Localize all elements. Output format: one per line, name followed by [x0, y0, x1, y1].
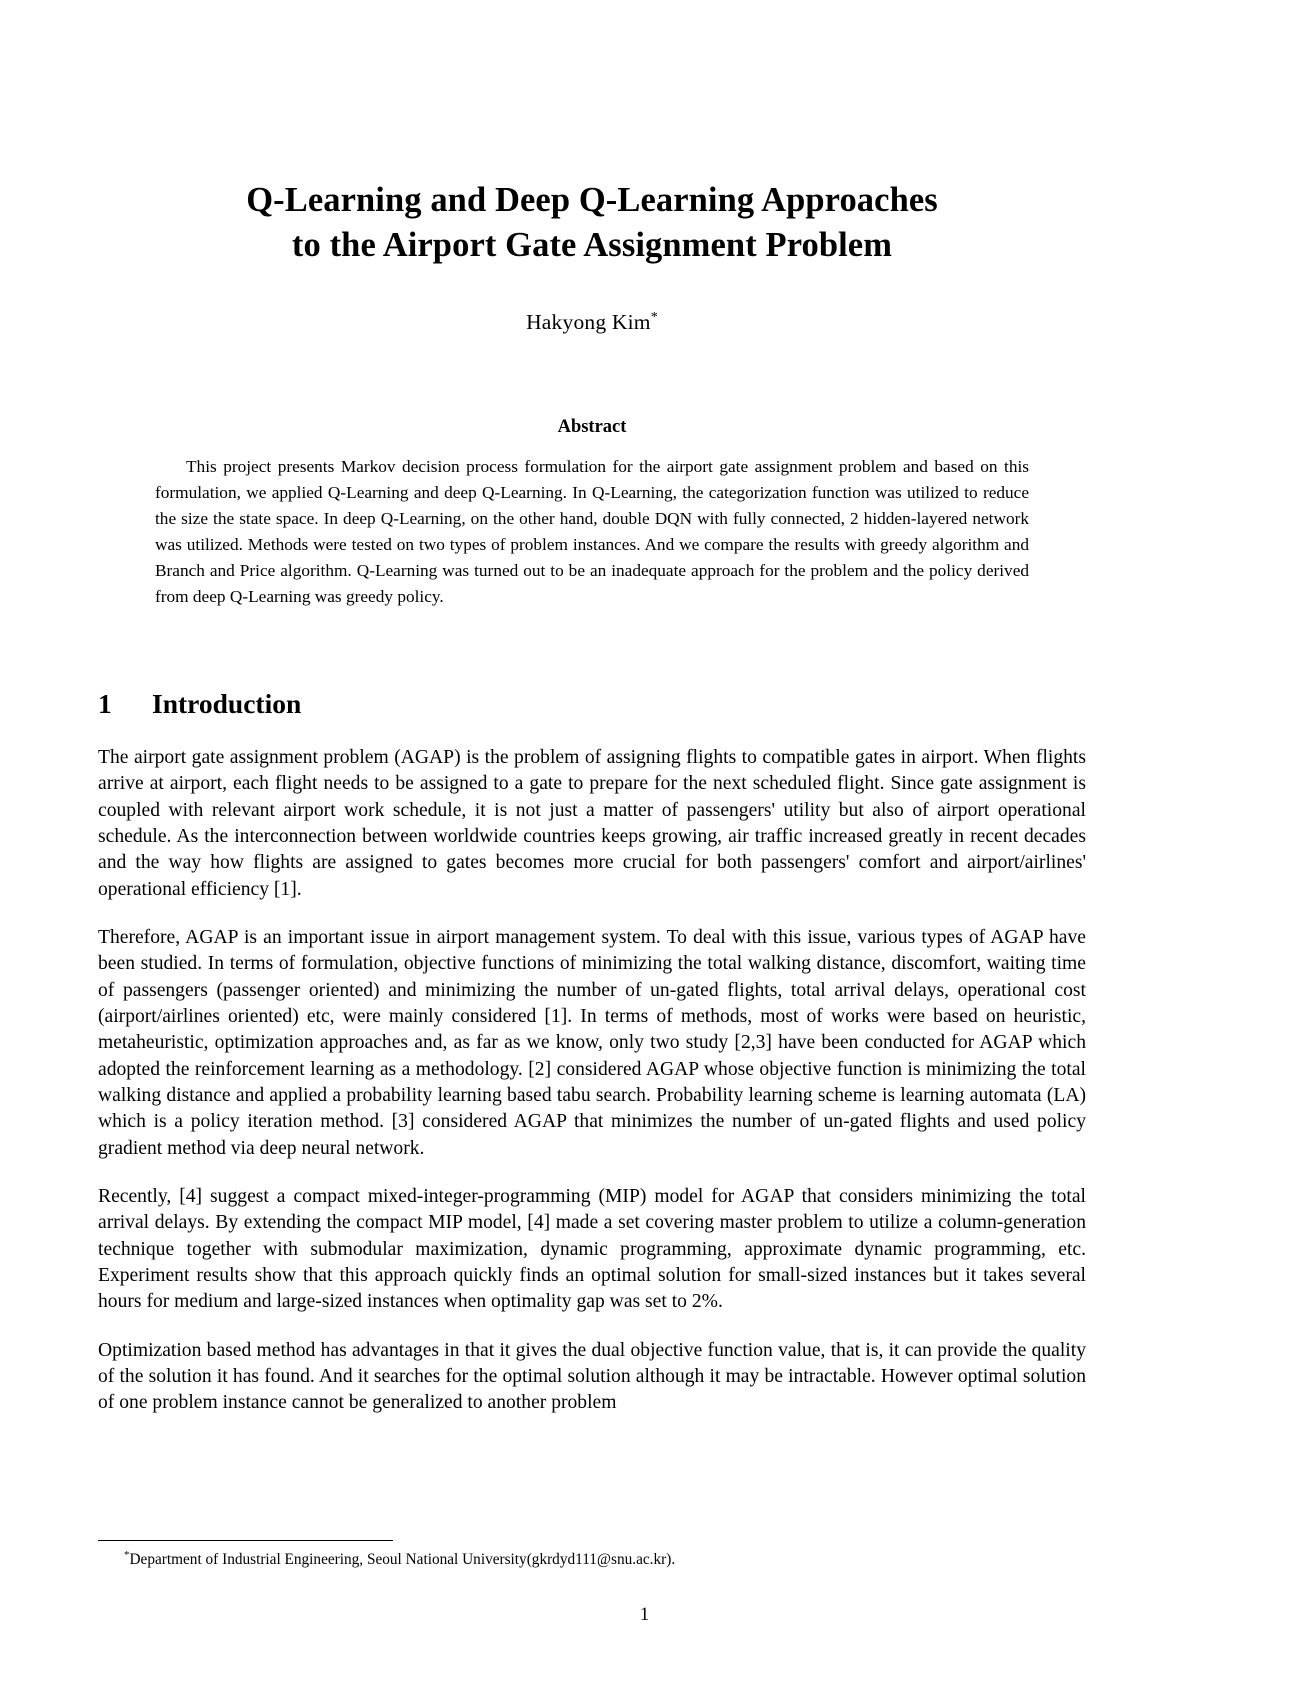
paragraph: Therefore, AGAP is an important issue in airport management system. To deal with this issue, various types of AGAP have been studied. In terms of formulation, objective functions of minimizing the total walking distance, discomfort, waiting time of passengers (passenger oriented) and minimizing the number of un-gated flights, total arrival delays, operational cost (airport/airlines oriented) etc, were mainly considered [1]. In terms of methods, most of works were based on heuristic, metaheuristic, optimization approaches and, as far as we know, only two study [2,3] have been conducted for AGAP which adopted the reinforcement learning as a methodology. [2] considered AGAP whose objective function is minimizing the total walking distance and applied a probability learning based tabu search. Probability learning scheme is learning automata (LA) which is a policy iteration method. [3] considered AGAP that minimizes the number of un-gated flights and used policy gradient method via deep neural network. — [98, 926, 1086, 1159]
author-name: Hakyong Kim — [526, 309, 651, 334]
footnote-body: Department of Industrial Engineering, Seoul National University(gkrdyd111@snu.ac.kr). — [129, 1551, 676, 1568]
abstract-heading: Abstract — [557, 416, 627, 437]
footnote-text — [98, 1550, 1086, 1571]
abstract-text: This project presents Markov decision process formulation for the airport gate assignment problem and based on this formulation, we applied Q-Learning and deep Q-Learning. In Q-Learning, the categorization function was utilized to reduce the size the state space. In deep Q-Learning, on the other hand, double DQN with fully connected, 2 hidden-layered network was utilized. Methods were tested on two types of problem instances. And we compare the results with greedy algorithm and Branch and Price algorithm. Q-Learning was turned out to be an inadequate approach for the problem and the policy derived from deep Q-Learning was greedy policy. — [155, 456, 1029, 606]
paragraph: Optimization based method has advantages in that it gives the dual objective function value, that is, it can provide the quality of the solution it has found. And it searches for the optimal solution although it may be intractable. However optimal solution of one problem instance cannot be generalized to another problem — [98, 1339, 1086, 1414]
footnote-rule — [98, 1540, 393, 1541]
page-content — [98, 0, 1086, 1436]
abstract-section — [98, 417, 1086, 610]
author-line — [98, 310, 1086, 335]
section-title: Introduction — [152, 687, 302, 719]
title-line-1: Q-Learning and Deep Q-Learning Approaches — [246, 181, 938, 219]
page-number: 1 — [639, 1605, 650, 1625]
section-number: 1 — [98, 687, 112, 719]
title-line-2: to the Airport Gate Assignment Problem — [291, 225, 893, 264]
section-heading-introduction — [98, 688, 1086, 720]
author-footnote-marker: * — [650, 309, 658, 325]
footnote-block — [98, 1540, 1086, 1571]
title-block — [98, 0, 1086, 335]
footnote-marker: * — [124, 1548, 130, 1561]
paragraph: Recently, [4] suggest a compact mixed-integer-programming (MIP) model for AGAP that considers minimizing the total arrival delays. By extending the compact MIP model, [4] made a set covering master problem to utilize a column-generation technique together with submodular maximization, dynamic programming, approximate dynamic programming, etc. Experiment results show that this approach quickly finds an optimal solution for small-sized instances but it takes several hours for medium and large-sized instances when optimality gap was set to 2%. — [98, 1186, 1086, 1313]
paragraph: The airport gate assignment problem (AGAP) is the problem of assigning flights to compatible gates in airport. When flights arrive at airport, each flight needs to be assigned to a gate to prepare for the next scheduled flight. Since gate assignment is coupled with relevant airport work schedule, it is not just a matter of passengers' utility but also of airport operational schedule. As the interconnection between worldwide countries keeps growing, air traffic increased greatly in recent decades and the way how flights are assigned to gates becomes more crucial for both passengers' comfort and airport/airlines' operational efficiency [1]. — [98, 746, 1086, 900]
page-title — [162, 178, 1022, 268]
